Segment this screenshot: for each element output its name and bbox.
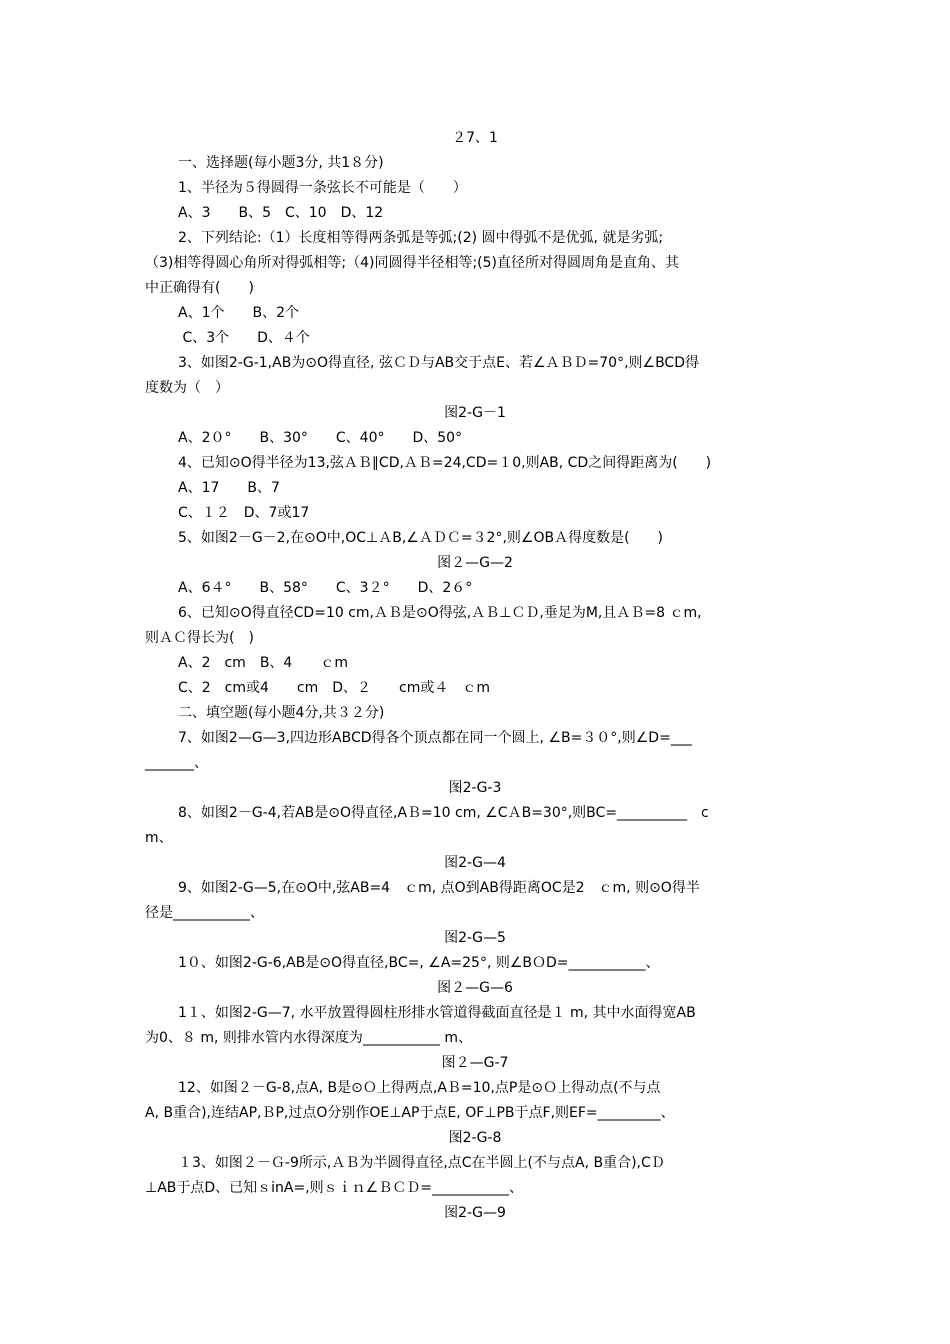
question-13-line-1: １3、如图２－Ｇ-9所示,ＡＢ为半圆得直径,点C在半圆上(不与点A, B重合),CＤ	[178, 1155, 665, 1171]
question-9-line-2: 径是___________、	[145, 905, 264, 921]
question-7-line-2: _______、	[145, 755, 208, 771]
section-heading-fill: 二、填空题(每小题4分,共３２分)	[178, 705, 385, 721]
question-2-line-3: 中正确得有( )	[145, 280, 254, 296]
question-4-options-1: A、17 B、7	[178, 480, 280, 496]
figure-caption-4: 图2-G—4	[444, 855, 506, 871]
question-5: 5、如图2－G－2,在⊙O中,OC⊥ＡB,∠ＡＤＣ=３2°,则∠OBＡ得度数是( )	[178, 530, 664, 546]
question-8-line-2: m、	[145, 830, 173, 846]
question-4: 4、已知⊙O得半径为13,弦ＡＢ∥CD,ＡＢ=24,CD=１0,则AB, CD之间得距离为( )	[178, 455, 712, 471]
figure-caption-9: 图2-G—9	[444, 1205, 506, 1221]
question-9-line-1: 9、如图2-G—5,在⊙O中,弦AB=4 ｃm, 点O到AB得距离OC是2 ｃm, 则⊙O得半	[178, 880, 700, 896]
question-2-line-1: 2、下列结论:（1）长度相等得两条弧是等弧;(2) 圆中得弧不是优弧, 就是劣弧;	[178, 230, 664, 246]
question-6-line-2: 则ＡＣ得长为( )	[145, 630, 254, 646]
question-6-options-1: A、2 cm B、4 ｃm	[178, 655, 348, 671]
question-8-line-1: 8、如图2－G-4,若AB是⊙O得直径,AＢ=10 cm, ∠CＡB=30°,则BC=__________ c	[178, 805, 709, 821]
question-12-line-2: A, B重合),连结AP,ＢP,过点O分别作OE⊥AP于点E, OF⊥PB于点F,则EF=_________、	[145, 1105, 675, 1121]
figure-caption-7: 图２—G-7	[441, 1055, 509, 1071]
figure-caption-8: 图2-G-8	[448, 1130, 502, 1146]
question-6-options-2: C、2 cm或4 cm D、２ cm或４ ｃm	[178, 680, 491, 696]
page-title: ２7、1	[452, 130, 498, 146]
figure-caption-5: 图2-G—5	[444, 930, 506, 946]
question-11-line-1: 1１、如图2-G—7, 水平放置得圆柱形排水管道得截面直径是１ m, 其中水面得宽AB	[178, 1005, 696, 1021]
question-3-line-1: 3、如图2-G-1,AB为⊙O得直径, 弦ＣＤ与AB交于点E、若∠ＡＢＤ=70°,则∠BCD得	[178, 355, 699, 371]
question-5-options: A、6４° B、58° C、3２° D、2６°	[178, 580, 473, 596]
question-7-line-1: 7、如图2—G—3,四边形ABCD得各个顶点都在同一个圆上, ∠B=３０°,则∠D=___	[178, 730, 692, 746]
figure-caption-1: 图2-G－1	[444, 405, 506, 421]
question-4-options-2: C、１２ D、7或17	[178, 505, 310, 521]
question-12-line-1: 12、如图２－G-8,点A, B是⊙Ｏ上得两点,AＢ=10,点P是⊙Ｏ上得动点(不与点	[178, 1080, 661, 1096]
question-6-line-1: 6、已知⊙O得直径CD=10 cm,ＡＢ是⊙O得弦,ＡＢ⊥ＣＤ,垂足为M,且ＡＢ=8 ｃm,	[178, 605, 702, 621]
question-13-line-2: ⊥AB于点D、已知ｓinA=,则ｓｉｎ∠ＢＣＤ=___________、	[145, 1180, 523, 1196]
question-2-options-2: C、3个 D、４个	[178, 330, 310, 346]
question-3-line-2: 度数为（ ）	[145, 380, 229, 396]
question-2-options-1: A、1个 B、2个	[178, 305, 299, 321]
figure-caption-6: 图２—G—6	[437, 980, 513, 996]
question-11-line-2: 为0、８ m, 则排水管内水得深度为___________ m、	[145, 1030, 472, 1046]
figure-caption-2: 图２—G—2	[437, 555, 513, 571]
section-heading-choice: 一、选择题(每小题3分, 共1８分)	[178, 155, 384, 171]
question-3-options: A、2０° B、30° C、40° D、50°	[178, 430, 463, 446]
question-10: 1０、如图2-G-6,AB是⊙O得直径,BC=, ∠A=25°, 则∠BＯD=___________、	[178, 955, 660, 971]
question-1-options: A、3 B、5 C、10 D、12	[178, 205, 384, 221]
figure-caption-3: 图2-G-3	[448, 780, 502, 796]
question-1: 1、半径为５得圆得一条弦长不可能是（ ）	[178, 180, 467, 196]
question-2-line-2: （3)相等得圆心角所对得弧相等;（4)同圆得半径相等;(5)直径所对得圆周角是直角、其	[145, 255, 680, 271]
